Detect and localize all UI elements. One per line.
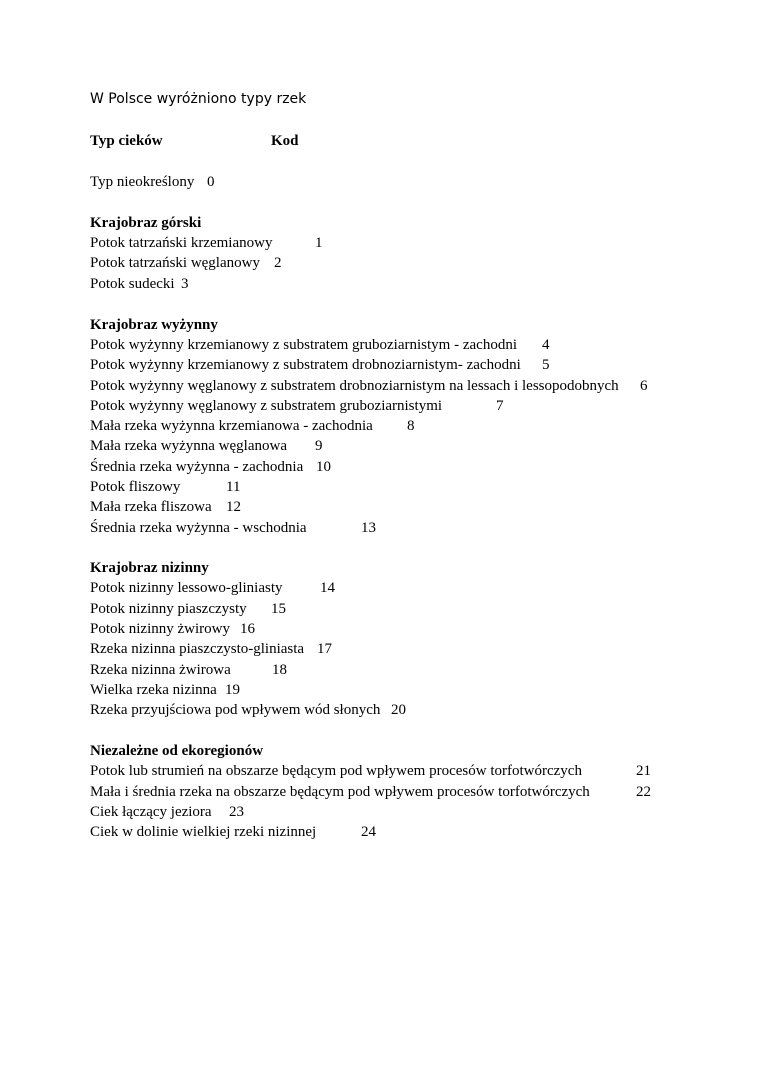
code-column-header: Kod (271, 133, 299, 149)
list-item (90, 253, 282, 273)
list-item (90, 660, 287, 680)
list-item (90, 680, 240, 700)
river-type-name: Potok wyżynny węglanowy z substratem gruboziarnistymi (90, 398, 443, 414)
river-type-code: 4 (542, 337, 550, 353)
river-type-code: 16 (240, 621, 255, 637)
section-title-upland: Krajobraz wyżynny (90, 317, 218, 333)
type-column-header: Typ cieków (90, 133, 163, 149)
river-type-code: 15 (271, 601, 286, 617)
list-item (90, 436, 323, 456)
river-type-code: 11 (226, 479, 241, 495)
river-type-name: Potok wyżynny krzemianowy z substratem gruboziarnistym - zachodni (90, 337, 517, 353)
river-type-code: 19 (225, 682, 240, 698)
list-item (90, 518, 376, 538)
river-type-code: 23 (229, 804, 244, 820)
river-type-name: Mała rzeka wyżynna węglanowa (90, 438, 287, 454)
list-item (90, 639, 332, 659)
list-item (90, 416, 415, 436)
list-item (90, 619, 255, 639)
river-type-code: 22 (636, 784, 651, 800)
river-type-name: Potok fliszowy (90, 479, 181, 495)
list-item (90, 355, 550, 375)
river-type-name: Mała rzeka fliszowa (90, 499, 212, 515)
section-title-mountain: Krajobraz górski (90, 215, 202, 231)
river-type-code: 10 (316, 459, 331, 475)
list-item (90, 782, 651, 802)
section-title-independent: Niezależne od ekoregionów (90, 743, 264, 759)
list-item (90, 457, 331, 477)
river-type-code: 21 (636, 763, 651, 779)
river-type-name: Potok sudecki (90, 276, 175, 292)
river-type-name: Potok lub strumień na obszarze będącym pod wpływem procesów torfotwórczych (90, 763, 582, 779)
table-header (90, 133, 299, 150)
list-item (90, 761, 651, 781)
list-item (90, 700, 406, 720)
river-type-code: 7 (496, 398, 504, 414)
river-type-name: Potok wyżynny węglanowy z substratem drobnoziarnistym na lessach i lessopodobnych (90, 378, 619, 394)
list-item (90, 497, 241, 517)
list-item (90, 274, 189, 294)
river-type-code: 17 (317, 641, 332, 657)
river-type-code: 3 (181, 276, 189, 292)
section-title-lowland: Krajobraz nizinny (90, 560, 209, 576)
river-type-name: Średnia rzeka wyżynna - zachodnia (90, 459, 304, 475)
list-item (90, 578, 335, 598)
list-item (90, 376, 648, 396)
river-type-name: Potok tatrzański krzemianowy (90, 235, 273, 251)
river-type-code: 0 (207, 174, 215, 190)
river-type-code: 9 (315, 438, 323, 454)
river-type-name: Mała rzeka wyżynna krzemianowa - zachodnia (90, 418, 373, 434)
river-type-code: 1 (315, 235, 323, 251)
list-item (90, 599, 286, 619)
list-item (90, 822, 376, 842)
river-type-name: Wielka rzeka nizinna (90, 682, 217, 698)
river-type-name: Rzeka nizinna piaszczysto-gliniasta (90, 641, 305, 657)
river-type-code: 20 (391, 702, 406, 718)
river-type-code: 6 (640, 378, 648, 394)
river-type-name: Mała i średnia rzeka na obszarze będącym pod wpływem procesów torfotwórczych (90, 784, 590, 800)
river-type-name: Potok nizinny piaszczysty (90, 601, 247, 617)
river-type-code: 5 (542, 357, 550, 373)
river-type-name: Rzeka przyujściowa pod wpływem wód słonych (90, 702, 381, 718)
river-type-name: Typ nieokreślony (90, 174, 195, 190)
river-type-code: 13 (361, 520, 376, 536)
river-type-code: 2 (274, 255, 282, 271)
river-type-name: Potok wyżynny krzemianowy z substratem drobnoziarnistym- zachodni (90, 357, 521, 373)
river-type-code: 18 (272, 662, 287, 678)
intro-text: W Polsce wyróżniono typy rzek (90, 91, 307, 107)
river-type-name: Ciek w dolinie wielkiej rzeki nizinnej (90, 824, 317, 840)
river-type-name: Potok nizinny żwirowy (90, 621, 230, 637)
river-type-name: Średnia rzeka wyżynna - wschodnia (90, 520, 307, 536)
river-type-name: Potok nizinny lessowo-gliniasty (90, 580, 283, 596)
list-item-unspecified (90, 172, 215, 192)
river-type-code: 12 (226, 499, 241, 515)
list-item (90, 477, 241, 497)
list-item (90, 802, 244, 822)
river-type-name: Rzeka nizinna żwirowa (90, 662, 231, 678)
list-item (90, 233, 323, 253)
river-type-name: Potok tatrzański węglanowy (90, 255, 260, 271)
list-item (90, 396, 504, 416)
river-type-code: 14 (320, 580, 335, 596)
list-item (90, 335, 550, 355)
river-type-code: 24 (361, 824, 376, 840)
river-type-code: 8 (407, 418, 415, 434)
river-type-name: Ciek łączący jeziora (90, 804, 212, 820)
